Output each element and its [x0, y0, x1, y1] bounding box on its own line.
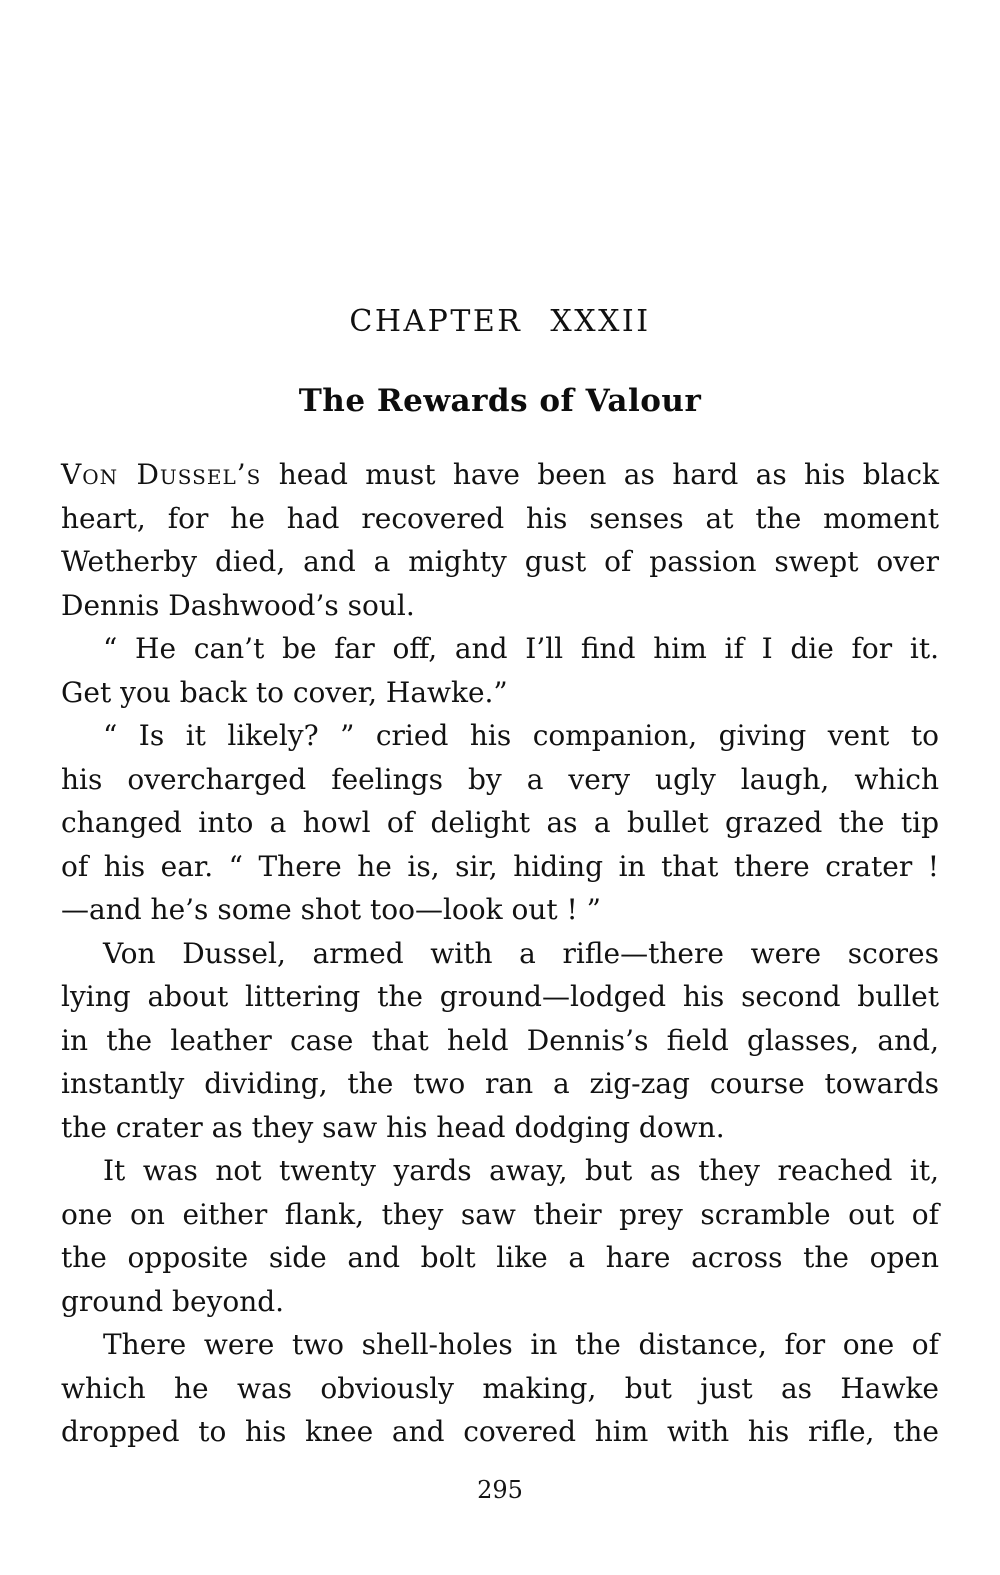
text-line: Dennis Dashwood’s soul.	[61, 588, 415, 622]
chapter-title: The Rewards of Valour	[298, 383, 702, 419]
text-line: ground beyond.	[61, 1284, 285, 1318]
text-line: It was not twenty yards away, but as they reached it,	[103, 1154, 939, 1187]
text-line: one on either flank, they saw their prey scramble out of	[61, 1197, 939, 1231]
page-number: 295	[477, 1476, 523, 1504]
chapter-heading: CHAPTER XXXII	[349, 304, 651, 339]
text-line: Von Dussel, armed with a rifle—there were scores	[103, 936, 939, 970]
text-line: the crater as they saw his head dodging down.	[61, 1110, 725, 1144]
text-line: instantly dividing, the two ran a zig-zag course towards	[61, 1067, 939, 1100]
text-line: of his ear. “ There he is, sir, hiding in that there crater !	[61, 849, 939, 883]
paragraph	[61, 932, 939, 1150]
text-line: There were two shell-holes in the distance, for one of	[103, 1328, 939, 1361]
text-line: dropped to his knee and covered him with his rifle, the	[61, 1415, 939, 1448]
small-caps-lead: Von Dussel’s	[61, 458, 262, 491]
text-line: “ He can’t be far off, and I’ll find him if I die for it.	[103, 632, 939, 665]
text-line: in the leather case that held Dennis’s field glasses, and,	[61, 1023, 939, 1057]
text-line: Get you back to cover, Hawke.”	[61, 675, 508, 709]
paragraph	[61, 1149, 939, 1323]
text-line: lying about littering the ground—lodged his second bullet	[61, 980, 939, 1013]
text-line: Wetherby died, and a mighty gust of passion swept over	[61, 545, 939, 578]
paragraph	[61, 627, 939, 714]
text-line: which he was obviously making, but just as Hawke	[61, 1371, 939, 1405]
text-line: his overcharged feelings by a very ugly laugh, which	[61, 762, 939, 796]
text-line: Von Dussel’s head must have been as hard as his black	[61, 458, 939, 491]
paragraph	[61, 714, 939, 932]
text-line: heart, for he had recovered his senses at the moment	[61, 501, 939, 535]
text-line: —and he’s some shot too—look out ! ”	[61, 893, 601, 926]
text-line: changed into a howl of delight as a bullet grazed the tip	[61, 806, 939, 839]
paragraph	[61, 1323, 939, 1454]
text-line: “ Is it likely? ” cried his companion, giving vent to	[103, 719, 939, 752]
text-line: the opposite side and bolt like a hare across the open	[61, 1241, 939, 1274]
page-body	[61, 453, 939, 1454]
paragraph	[61, 453, 939, 627]
